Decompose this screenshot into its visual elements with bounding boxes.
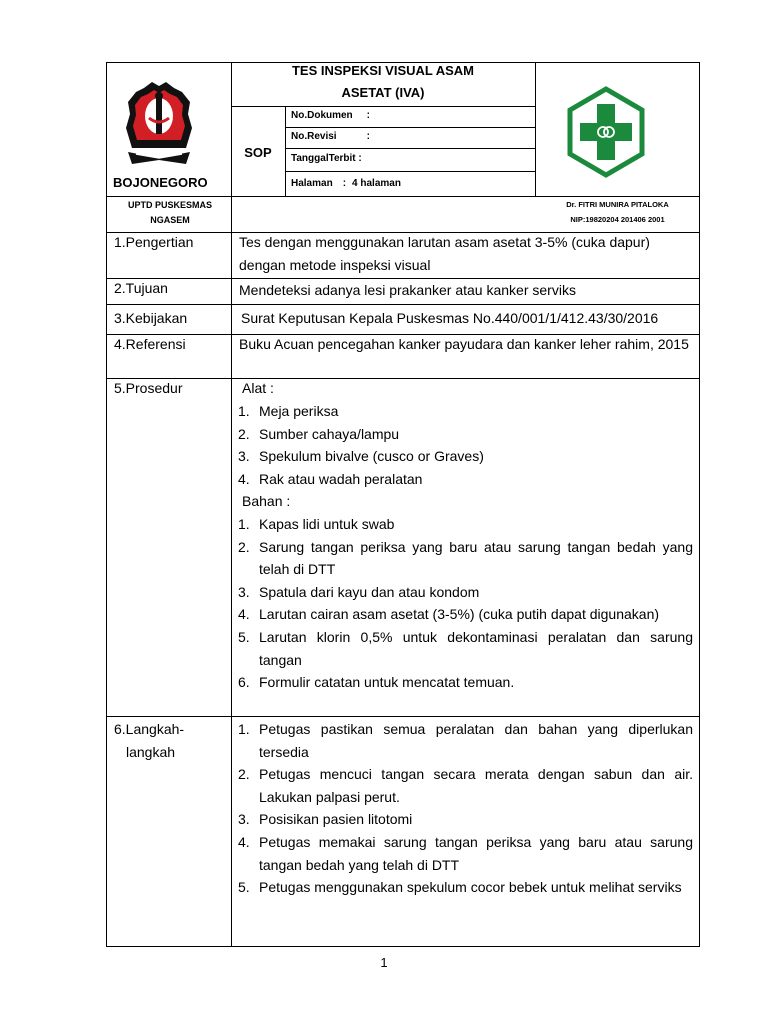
meta-separator: : <box>366 131 370 142</box>
meta-divider <box>285 148 535 149</box>
alat-heading: Alat : <box>242 380 274 396</box>
section-text-tujuan: Mendeteksi adanya lesi prakanker atau kanker serviks <box>239 282 576 298</box>
meta-halaman <box>291 178 401 189</box>
section-label-prosedur: 5.Prosedur <box>114 380 183 396</box>
page-number: 1 <box>380 955 388 970</box>
title-divider <box>231 106 535 107</box>
section-label-pengertian: 1.Pengertian <box>114 234 194 250</box>
meta-separator: : <box>342 178 347 189</box>
list-item: 4. Petugas memakai sarung tangan periksa yang baru atau sarung tangan bedah yang telah di DTT <box>238 833 693 873</box>
meta-divider <box>285 171 535 172</box>
document-title-line2: ASETAT (IVA) <box>341 85 425 100</box>
row-divider <box>106 716 700 717</box>
list-item: 5. Petugas menggunakan spekulum cocor bebek untuk melihat serviks <box>238 879 682 896</box>
meta-label: Halaman <box>291 178 333 189</box>
list-item: 3. Posisikan pasien litotomi <box>238 811 413 828</box>
section-label-referensi: 4.Referensi <box>114 336 186 352</box>
sop-divider <box>285 106 286 196</box>
meta-divider <box>285 127 535 128</box>
bahan-list <box>238 513 693 694</box>
meta-label: No.Revisi <box>291 131 337 142</box>
org-name: BOJONEGORO <box>113 175 208 190</box>
row-divider <box>106 378 700 379</box>
signer-name: Dr. FITRI MUNIRA PITALOKA <box>566 200 669 209</box>
bojonegoro-emblem-icon <box>122 78 196 166</box>
langkah-list <box>238 718 693 899</box>
section-label-kebijakan: 3.Kebijakan <box>114 310 188 326</box>
meta-tanggal-terbit <box>291 153 362 164</box>
list-item: 5. Larutan klorin 0,5% untuk dekontaminasi peralatan dan sarung tangan <box>238 628 693 668</box>
document-title-line1: TES INSPEKSI VISUAL ASAM <box>291 63 475 78</box>
list-item: 3. Spekulum bivalve (cusco or Graves) <box>238 448 484 465</box>
list-item: 4. Rak atau wadah peralatan <box>238 470 423 487</box>
list-item: 1. Petugas pastikan semua peralatan dan bahan yang diperlukan tersedia <box>238 721 693 760</box>
puskesmas-logo-icon <box>566 86 646 178</box>
list-item: 4. Larutan cairan asam asetat (3-5%) (cuka putih dapat digunakan) <box>238 606 660 623</box>
column-divider <box>231 62 232 947</box>
section-text-referensi: Buku Acuan pencegahan kanker payudara dan kanker leher rahim, 2015 <box>239 336 689 352</box>
section-label-tujuan: 2.Tujuan <box>114 280 168 296</box>
list-item: 2. Sumber cahaya/lampu <box>238 425 400 442</box>
meta-separator: : <box>366 110 371 121</box>
list-item: 6. Formulir catatan untuk mencatat temuan. <box>238 674 515 691</box>
list-item: 1. Kapas lidi untuk swab <box>238 516 395 532</box>
list-item: 2. Sarung tangan periksa yang baru atau sarung tangan bedah yang telah di DTT <box>238 538 693 578</box>
list-item: 3. Spatula dari kayu dan atau kondom <box>238 583 480 600</box>
meta-label: No.Dokumen <box>291 110 353 121</box>
list-item: 1. Meja periksa <box>238 403 339 419</box>
unit-name-line2: NGASEM <box>150 215 190 225</box>
signer-nip: NIP:19820204 201406 2001 <box>570 215 665 224</box>
unit-name-line1: UPTD PUSKESMAS <box>127 200 212 210</box>
bahan-heading: Bahan : <box>242 493 291 509</box>
section-text-pengertian: Tes dengan menggunakan larutan asam asetat 3-5% (cuka dapur) dengan metode inspeksi visual <box>239 234 650 273</box>
sop-label: SOP <box>244 145 272 160</box>
meta-value: 4 halaman <box>352 178 401 189</box>
row-divider <box>106 304 700 305</box>
section-label-langkah-line2: langkah <box>126 744 176 760</box>
meta-no-revisi <box>291 131 370 142</box>
meta-no-dokumen <box>291 110 370 121</box>
header-right-divider <box>535 62 536 196</box>
meta-label: TanggalTerbit : <box>291 153 362 164</box>
section-text-kebijakan: Surat Keputusan Kepala Puskesmas No.440/001/1/412.43/30/2016 <box>241 310 659 326</box>
alat-list <box>238 400 693 490</box>
list-item: 2. Petugas mencuci tangan secara merata dengan sabun dan air. Lakukan palpasi perut. <box>238 766 693 805</box>
section-label-langkah-line1: 6.Langkah- <box>114 721 185 737</box>
header-bottom-line <box>106 196 700 197</box>
